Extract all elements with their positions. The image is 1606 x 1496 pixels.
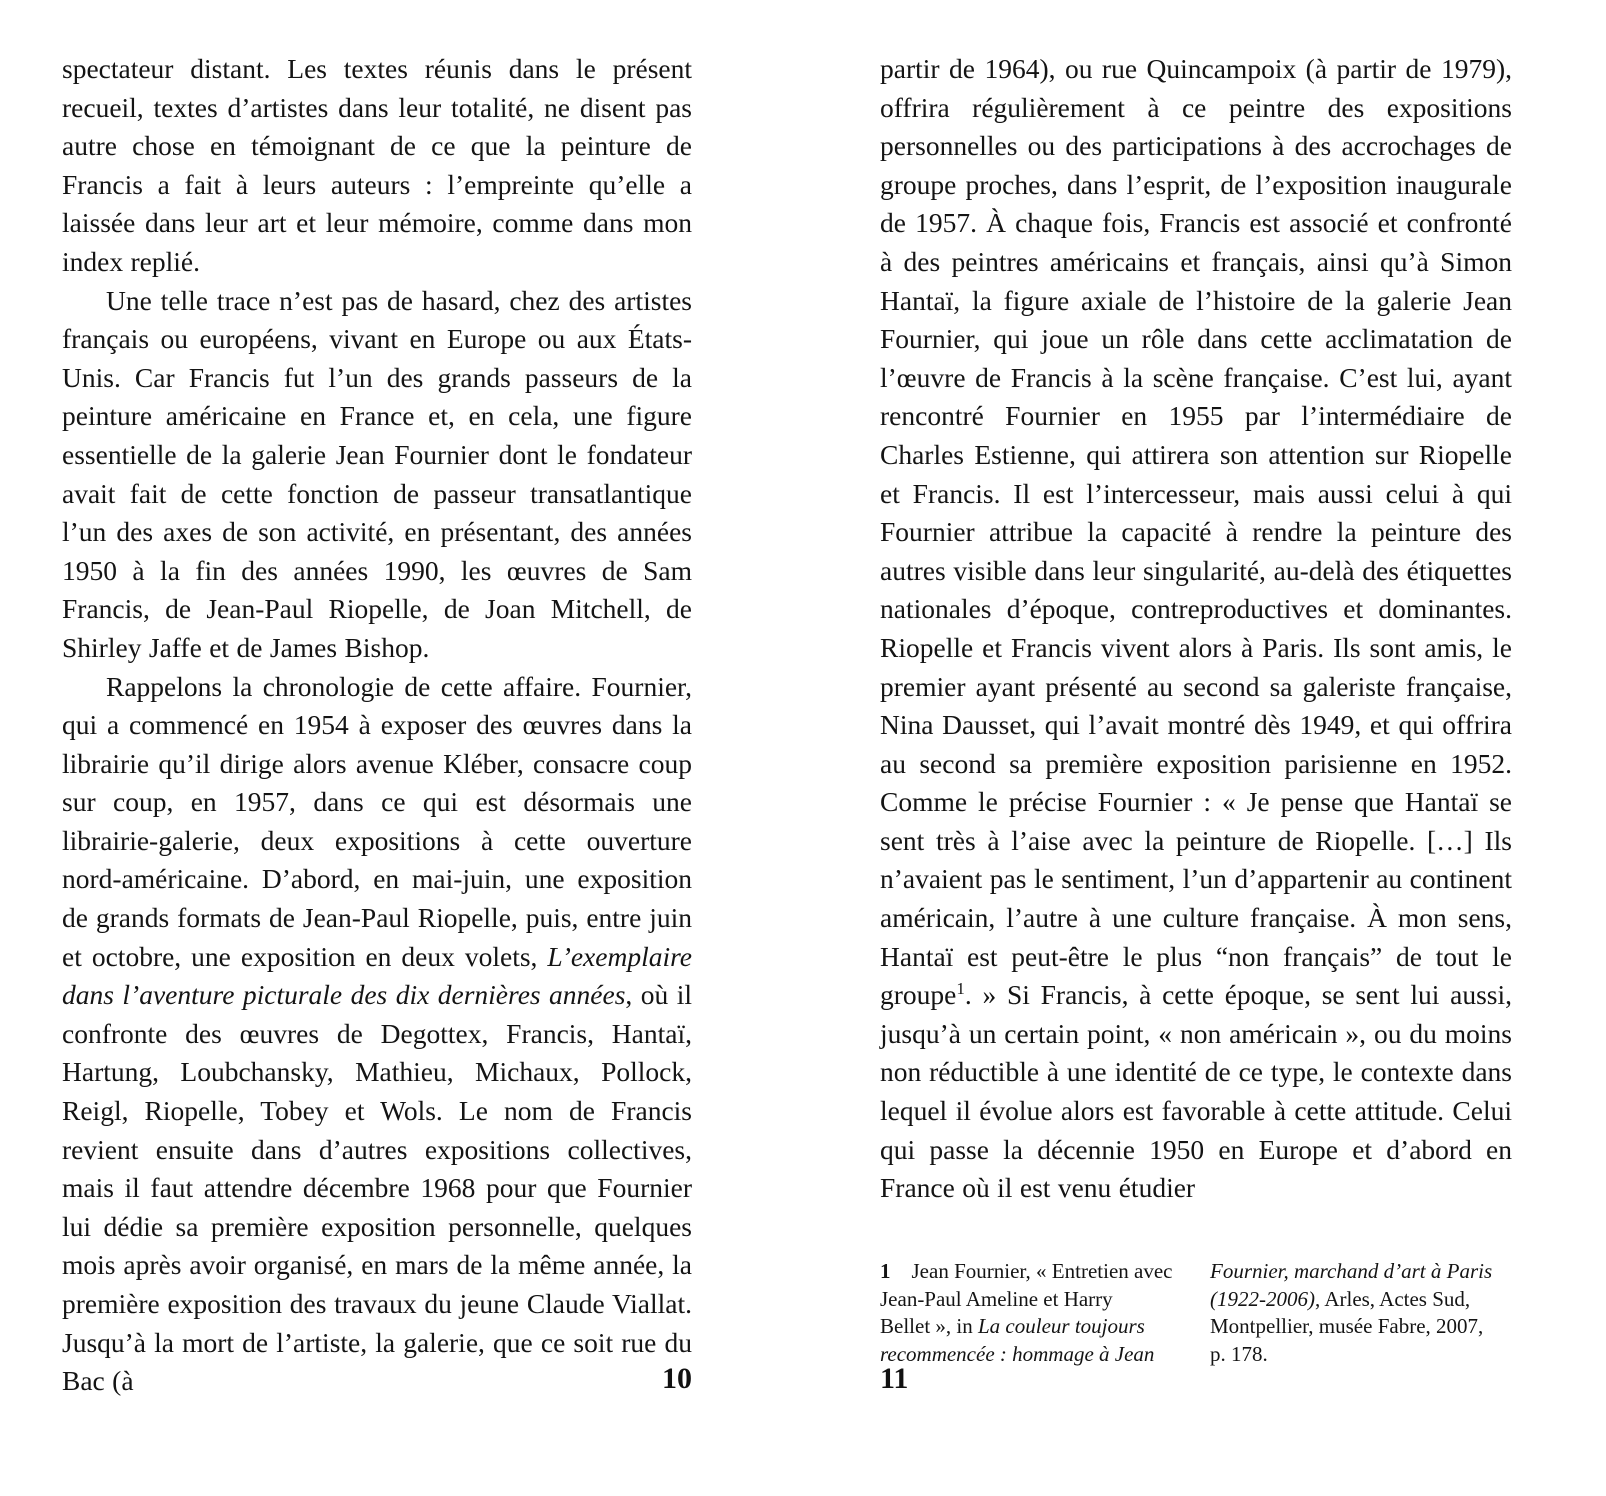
page-number-left: 10: [662, 1362, 692, 1395]
paragraph: Une telle trace n’est pas de hasard, chez des artistes français ou européens, vivant en Europe ou aux États-Unis. Car Francis fut l’un des grands passeurs de la peinture américaine en France et, en cela, une figure essentielle de la galerie Jean Fournier dont le fondateur avait fait de cette fonction de passeur transatlantique l’un des axes de son activité, en présentant, des années 1950 à la fin des années 1990, les œuvres de Sam Francis, de Jean-Paul Riopelle, de Joan Mitchell, de Shirley Jaffe et de James Bishop.: [62, 284, 692, 663]
left-text-column: [62, 50, 692, 1401]
page-number-right: 11: [880, 1362, 909, 1395]
footnote-column-2: [1210, 1258, 1512, 1368]
paragraph: spectateur distant. Les textes réunis dans le présent recueil, textes d’artistes dans leur totalité, ne disent pas autre chose en témoignant de ce que la peinture de Francis a fait à leurs auteurs : l’empreinte qu’elle a laissée dans leur art et leur mémoire, comme dans mon index replié.: [62, 53, 692, 277]
right-text-column: [880, 50, 1512, 1208]
footnote-column-1: [880, 1258, 1180, 1368]
paragraph: Fournier, marchand d’art à Paris (1922-2006), Arles, Actes Sud, Montpellier, musée Fabre, 2007, p. 178.: [1210, 1259, 1493, 1366]
paragraph: Rappelons la chronologie de cette affaire. Fournier, qui a commencé en 1954 à exposer des œuvres dans la librairie qu’il dirige alors avenue Kléber, consacre coup sur coup, en 1957, dans ce qui est désormais une librairie-galerie, deux expositions à cette ouverture nord-américaine. D’abord, en mai-juin, une exposition de grands formats de Jean-Paul Riopelle, puis, entre juin et octobre, une exposition en deux volets, L’exemplaire dans l’aventure picturale des dix dernières années, où il confronte des œuvres de Degottex, Francis, Hantaï, Hartung, Loubchansky, Mathieu, Michaux, Pollock, Reigl, Riopelle, Tobey et Wols. Le nom de Francis revient ensuite dans d’autres expositions collectives, mais il faut attendre décembre 1968 pour que Fournier lui dédie sa première exposition personnelle, quelques mois après avoir organisé, en mars de la même année, la première exposition des travaux du jeune Claude Viallat. Jusqu’à la mort de l’artiste, la galerie, que ce soit rue du Bac (à: [62, 670, 692, 1397]
footnote: [880, 1258, 1512, 1368]
paragraph: partir de 1964), ou rue Quincampoix (à partir de 1979), offrira régulièrement à ce peintre des expositions personnelles ou des participations à des accrochages de groupe proches, dans l’esprit, de l’exposition inaugurale de 1957. À chaque fois, Francis est associé et confronté à des peintres américains et français, ainsi qu’à Simon Hantaï, la figure axiale de l’histoire de la galerie Jean Fournier, qui joue un rôle dans cette acclimatation de l’œuvre de Francis à la scène française. C’est lui, ayant rencontré Fournier en 1955 par l’intermédiaire de Charles Estienne, qui attirera son attention sur Riopelle et Francis. Il est l’intercesseur, mais aussi celui à qui Fournier attribue la capacité à rendre la peinture des autres visible dans leur singularité, au-delà des étiquettes nationales d’époque, contreproductives et dominantes. Riopelle et Francis vivent alors à Paris. Ils sont amis, le premier ayant présenté au second sa galeriste française, Nina Dausset, qui l’avait montré dès 1949, et qui offrira au second sa première exposition parisienne en 1952. Comme le précise Fournier : « Je pense que Hantaï se sent très à l’aise avec la peinture de Riopelle. […] Ils n’avaient pas le sentiment, l’un d’appartenir au continent américain, l’autre à une culture française. À mon sens, Hantaï est peut-être le plus “non français” de tout le groupe$^1$. » Si Francis, à cette époque, se sent lui aussi, jusqu’à un certain point, « non américain », ou du moins non réductible à une identité de ce type, le contexte dans lequel il évolue alors est favorable à cette attitude. Celui qui passe la décennie 1950 en Europe et d’abord en France où il est venu étudier: [880, 53, 1512, 1204]
paragraph: 1 Jean Fournier, « Entretien avec Jean-Paul Ameline et Harry Bellet », in La couleur toujours recommencée : hommage à Jean: [880, 1259, 1173, 1366]
